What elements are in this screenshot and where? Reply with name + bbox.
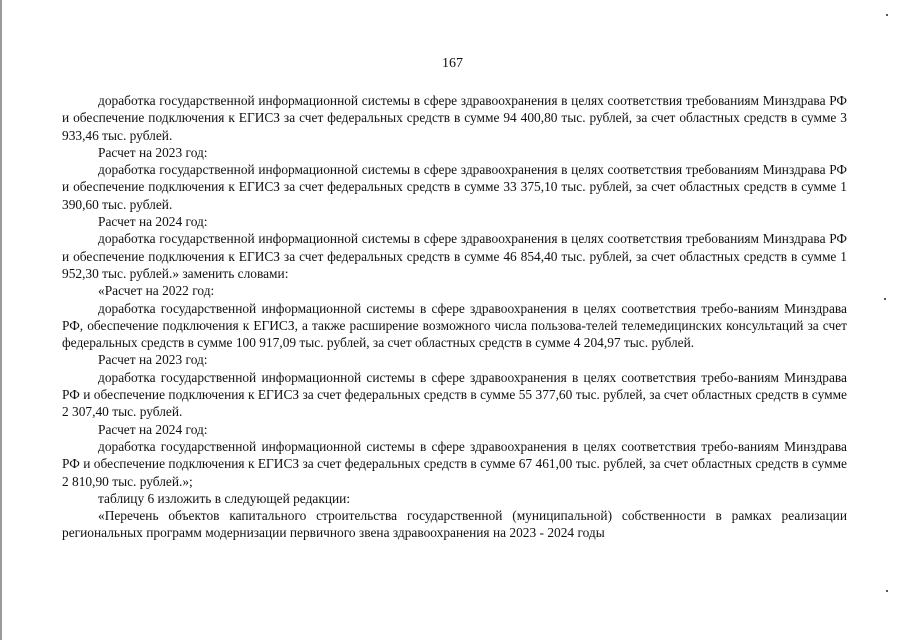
paragraph: таблицу 6 изложить в следующей редакции: [98,490,351,506]
scan-edge [0,0,2,640]
paragraph: доработка государственной информационной системы в сфере здравоохранения в целях соответствия требо-ваниям Минздрава РФ, обеспечение подключения к ЕГИСЗ, а также расширение возможного числа пользова-телей телемедицинских консультаций за счет федеральных средств в сумме 100 917,09 тыс. рублей, за счет областных средств в сумме 4 204,97 тыс. рублей. [62,300,847,351]
paragraph: «Расчет на 2022 год: [98,283,215,299]
paragraph: доработка государственной информационной системы в сфере здравоохранения в целях соответствия требованиям Минздрава РФ и обеспечение подключения к ЕГИСЗ за счет федеральных средств в сумме 46 854,40 тыс. рублей, за счет областных средств в сумме 1 952,30 тыс. рублей.» заменить словами: [62,231,847,281]
paragraph: Расчет на 2023 год: [98,144,208,160]
paragraph: Расчет на 2024 год: [98,214,208,230]
paragraph: доработка государственной информационной системы в сфере здравоохранения в целях соответствия требованиям Минздрава РФ и обеспечение подключения к ЕГИСЗ за счет федеральных средств в сумме 33 375,10 тыс. рублей, за счет областных средств в сумме 1 390,60 тыс. рублей. [62,162,847,212]
paragraph: доработка государственной информационной системы в сфере здравоохранения в целях соответствия требованиям Минздрава РФ и обеспечение подключения к ЕГИСЗ за счет федеральных средств в сумме 94 400,80 тыс. рублей, за счет областных средств в сумме 3 933,46 тыс. рублей. [62,93,847,143]
scan-dot [886,14,888,16]
paragraph: доработка государственной информационной системы в сфере здравоохранения в целях соответствия требо-ваниям Минздрава РФ и обеспечение подключения к ЕГИСЗ за счет федеральных средств в сумме 55 377,60 тыс. рублей, за счет областных средств в сумме 2 307,40 тыс. рублей. [62,369,847,420]
paragraph: «Перечень объектов капитального строительства государственной (муниципальной) собственности в рамках реализации региональных программ модернизации первичного звена здравоохранения на 2023 - 2024 годы [62,508,847,541]
page-number: 167 [442,56,463,71]
paragraph: Расчет на 2024 год: [98,421,208,437]
paragraph: доработка государственной информационной системы в сфере здравоохранения в целях соответствия требо-ваниям Минздрава РФ и обеспечение подключения к ЕГИСЗ за счет федеральных средств в сумме 67 461,00 тыс. рублей, за счет областных средств в сумме 2 810,90 тыс. рублей.»; [62,438,847,489]
scan-dot [886,590,888,592]
paragraph: Расчет на 2023 год: [98,352,208,368]
document-body [62,92,847,542]
scan-dot [884,298,886,300]
